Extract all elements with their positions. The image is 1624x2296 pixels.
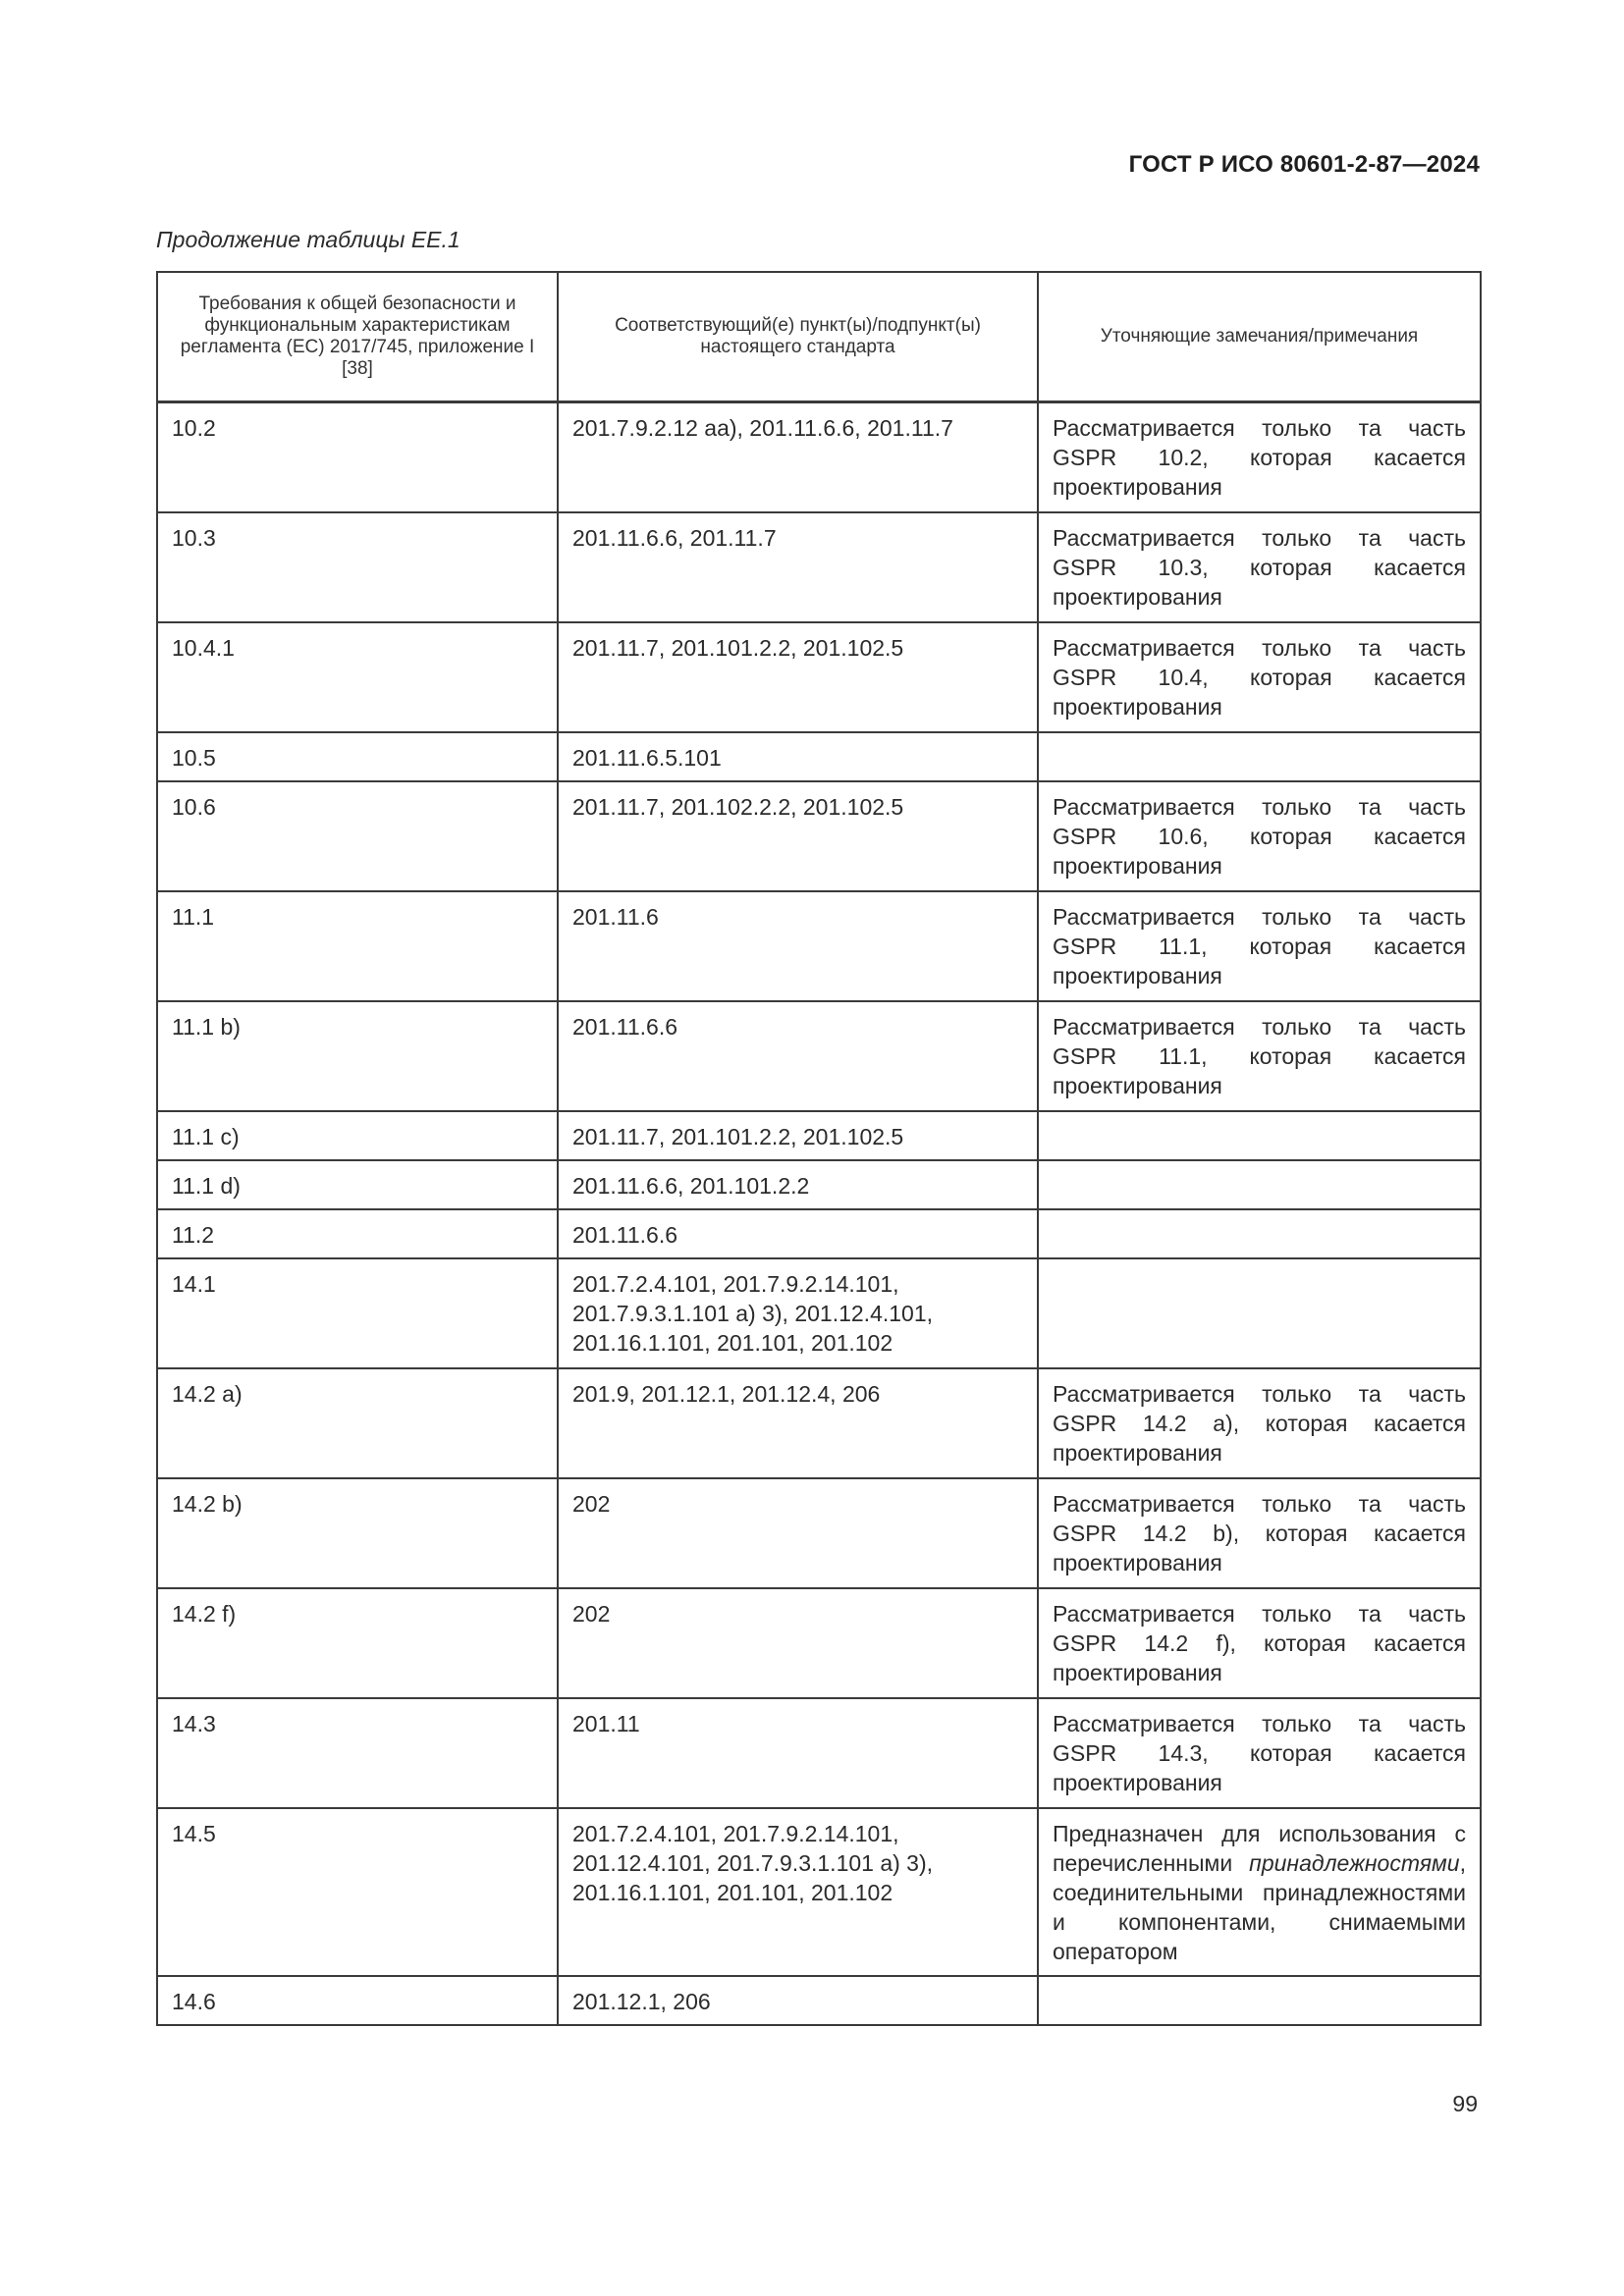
requirement-cell: 14.5 [157, 1808, 558, 1976]
note-cell: Рассматривается только та часть GSPR 11.1, которая касается проектирования [1038, 1001, 1481, 1111]
note-cell: Рассматривается только та часть GSPR 10.2, которая касается проектирования [1038, 402, 1481, 513]
column-header-notes: Уточняющие замечания/примечания [1038, 272, 1481, 402]
table-row [157, 1478, 1481, 1588]
note-text: , соединительными принадлежностями и компонентами, снимаемыми оператором [1053, 1850, 1466, 1964]
note-cell: Рассматривается только та часть GSPR 14.2 a), которая касается проектирования [1038, 1368, 1481, 1478]
clauses-cell: 201.11.6.6 [558, 1209, 1038, 1258]
table-row [157, 1368, 1481, 1478]
clauses-cell: 201.11.7, 201.102.2.2, 201.102.5 [558, 781, 1038, 891]
page-number: 99 [1452, 2091, 1478, 2116]
requirement-cell: 10.4.1 [157, 622, 558, 732]
requirement-cell: 11.2 [157, 1209, 558, 1258]
requirement-cell: 14.6 [157, 1976, 558, 2025]
requirement-cell: 11.1 [157, 891, 558, 1001]
table-row [157, 781, 1481, 891]
table-row [157, 891, 1481, 1001]
table-row [157, 1808, 1481, 1976]
table-row [157, 1258, 1481, 1368]
table-row [157, 1588, 1481, 1698]
clauses-cell: 201.11.6.5.101 [558, 732, 1038, 781]
note-cell: Рассматривается только та часть GSPR 14.2 b), которая касается проектирования [1038, 1478, 1481, 1588]
requirement-cell: 14.2 f) [157, 1588, 558, 1698]
table-row [157, 1111, 1481, 1160]
table-row [157, 732, 1481, 781]
column-header-clauses: Соответствующий(е) пункт(ы)/подпункт(ы) настоящего стандарта [558, 272, 1038, 402]
requirement-cell: 14.1 [157, 1258, 558, 1368]
clauses-cell: 201.11.6.6, 201.101.2.2 [558, 1160, 1038, 1209]
table-row [157, 1160, 1481, 1209]
clauses-cell: 201.11.6 [558, 891, 1038, 1001]
clauses-cell: 202 [558, 1588, 1038, 1698]
column-header-requirements: Требования к общей безопасности и функциональным характеристикам регламента (ЕС) 2017/745, приложение I [38] [157, 272, 558, 402]
table-row [157, 1976, 1481, 2025]
table-row [157, 512, 1481, 622]
clauses-cell: 201.12.1, 206 [558, 1976, 1038, 2025]
standard-id-header: ГОСТ Р ИСО 80601-2-87—2024 [1128, 151, 1480, 178]
note-cell: Рассматривается только та часть GSPR 10.4, которая касается проектирования [1038, 622, 1481, 732]
note-cell [1038, 1976, 1481, 2025]
requirement-cell: 14.3 [157, 1698, 558, 1808]
note-cell [1038, 1258, 1481, 1368]
requirement-cell: 10.5 [157, 732, 558, 781]
requirement-cell: 11.1 d) [157, 1160, 558, 1209]
clauses-cell: 201.11 [558, 1698, 1038, 1808]
table-row [157, 1698, 1481, 1808]
clauses-cell: 202 [558, 1478, 1038, 1588]
requirement-cell: 14.2 b) [157, 1478, 558, 1588]
note-text: Предназначен для использования с перечисленными [1053, 1821, 1466, 1876]
requirement-cell: 10.2 [157, 402, 558, 513]
note-cell: Рассматривается только та часть GSPR 14.2 f), которая касается проектирования [1038, 1588, 1481, 1698]
requirement-cell: 14.2 a) [157, 1368, 558, 1478]
note-cell: Рассматривается только та часть GSPR 10.6, которая касается проектирования [1038, 781, 1481, 891]
clauses-cell: 201.11.7, 201.101.2.2, 201.102.5 [558, 622, 1038, 732]
table-row [157, 622, 1481, 732]
table-row [157, 1209, 1481, 1258]
note-cell [1038, 732, 1481, 781]
requirement-cell: 11.1 c) [157, 1111, 558, 1160]
requirement-cell: 10.3 [157, 512, 558, 622]
note-cell [1038, 1160, 1481, 1209]
clauses-cell: 201.9, 201.12.1, 201.12.4, 206 [558, 1368, 1038, 1478]
note-emphasis: принадлежностями [1249, 1850, 1460, 1876]
table-row [157, 402, 1481, 513]
clauses-cell: 201.11.6.6, 201.11.7 [558, 512, 1038, 622]
note-cell: Рассматривается только та часть GSPR 14.3, которая касается проектирования [1038, 1698, 1481, 1808]
requirement-cell: 11.1 b) [157, 1001, 558, 1111]
requirement-cell: 10.6 [157, 781, 558, 891]
clauses-cell: 201.7.2.4.101, 201.7.9.2.14.101, 201.7.9.3.1.101 a) 3), 201.12.4.101, 201.16.1.101, 201.101, 201.102 [558, 1258, 1038, 1368]
note-cell: Рассматривается только та часть GSPR 10.3, которая касается проектирования [1038, 512, 1481, 622]
note-cell [1038, 1808, 1481, 1976]
table-header-row [157, 272, 1481, 402]
table-caption: Продолжение таблицы ЕЕ.1 [156, 227, 460, 252]
clauses-cell: 201.11.7, 201.101.2.2, 201.102.5 [558, 1111, 1038, 1160]
clauses-cell: 201.11.6.6 [558, 1001, 1038, 1111]
clauses-cell: 201.7.2.4.101, 201.7.9.2.14.101, 201.12.4.101, 201.7.9.3.1.101 a) 3), 201.16.1.101, 201.101, 201.102 [558, 1808, 1038, 1976]
note-cell [1038, 1111, 1481, 1160]
table-row [157, 1001, 1481, 1111]
clauses-cell: 201.7.9.2.12 aa), 201.11.6.6, 201.11.7 [558, 402, 1038, 513]
note-cell: Рассматривается только та часть GSPR 11.1, которая касается проектирования [1038, 891, 1481, 1001]
requirements-table [156, 271, 1482, 2026]
note-cell [1038, 1209, 1481, 1258]
